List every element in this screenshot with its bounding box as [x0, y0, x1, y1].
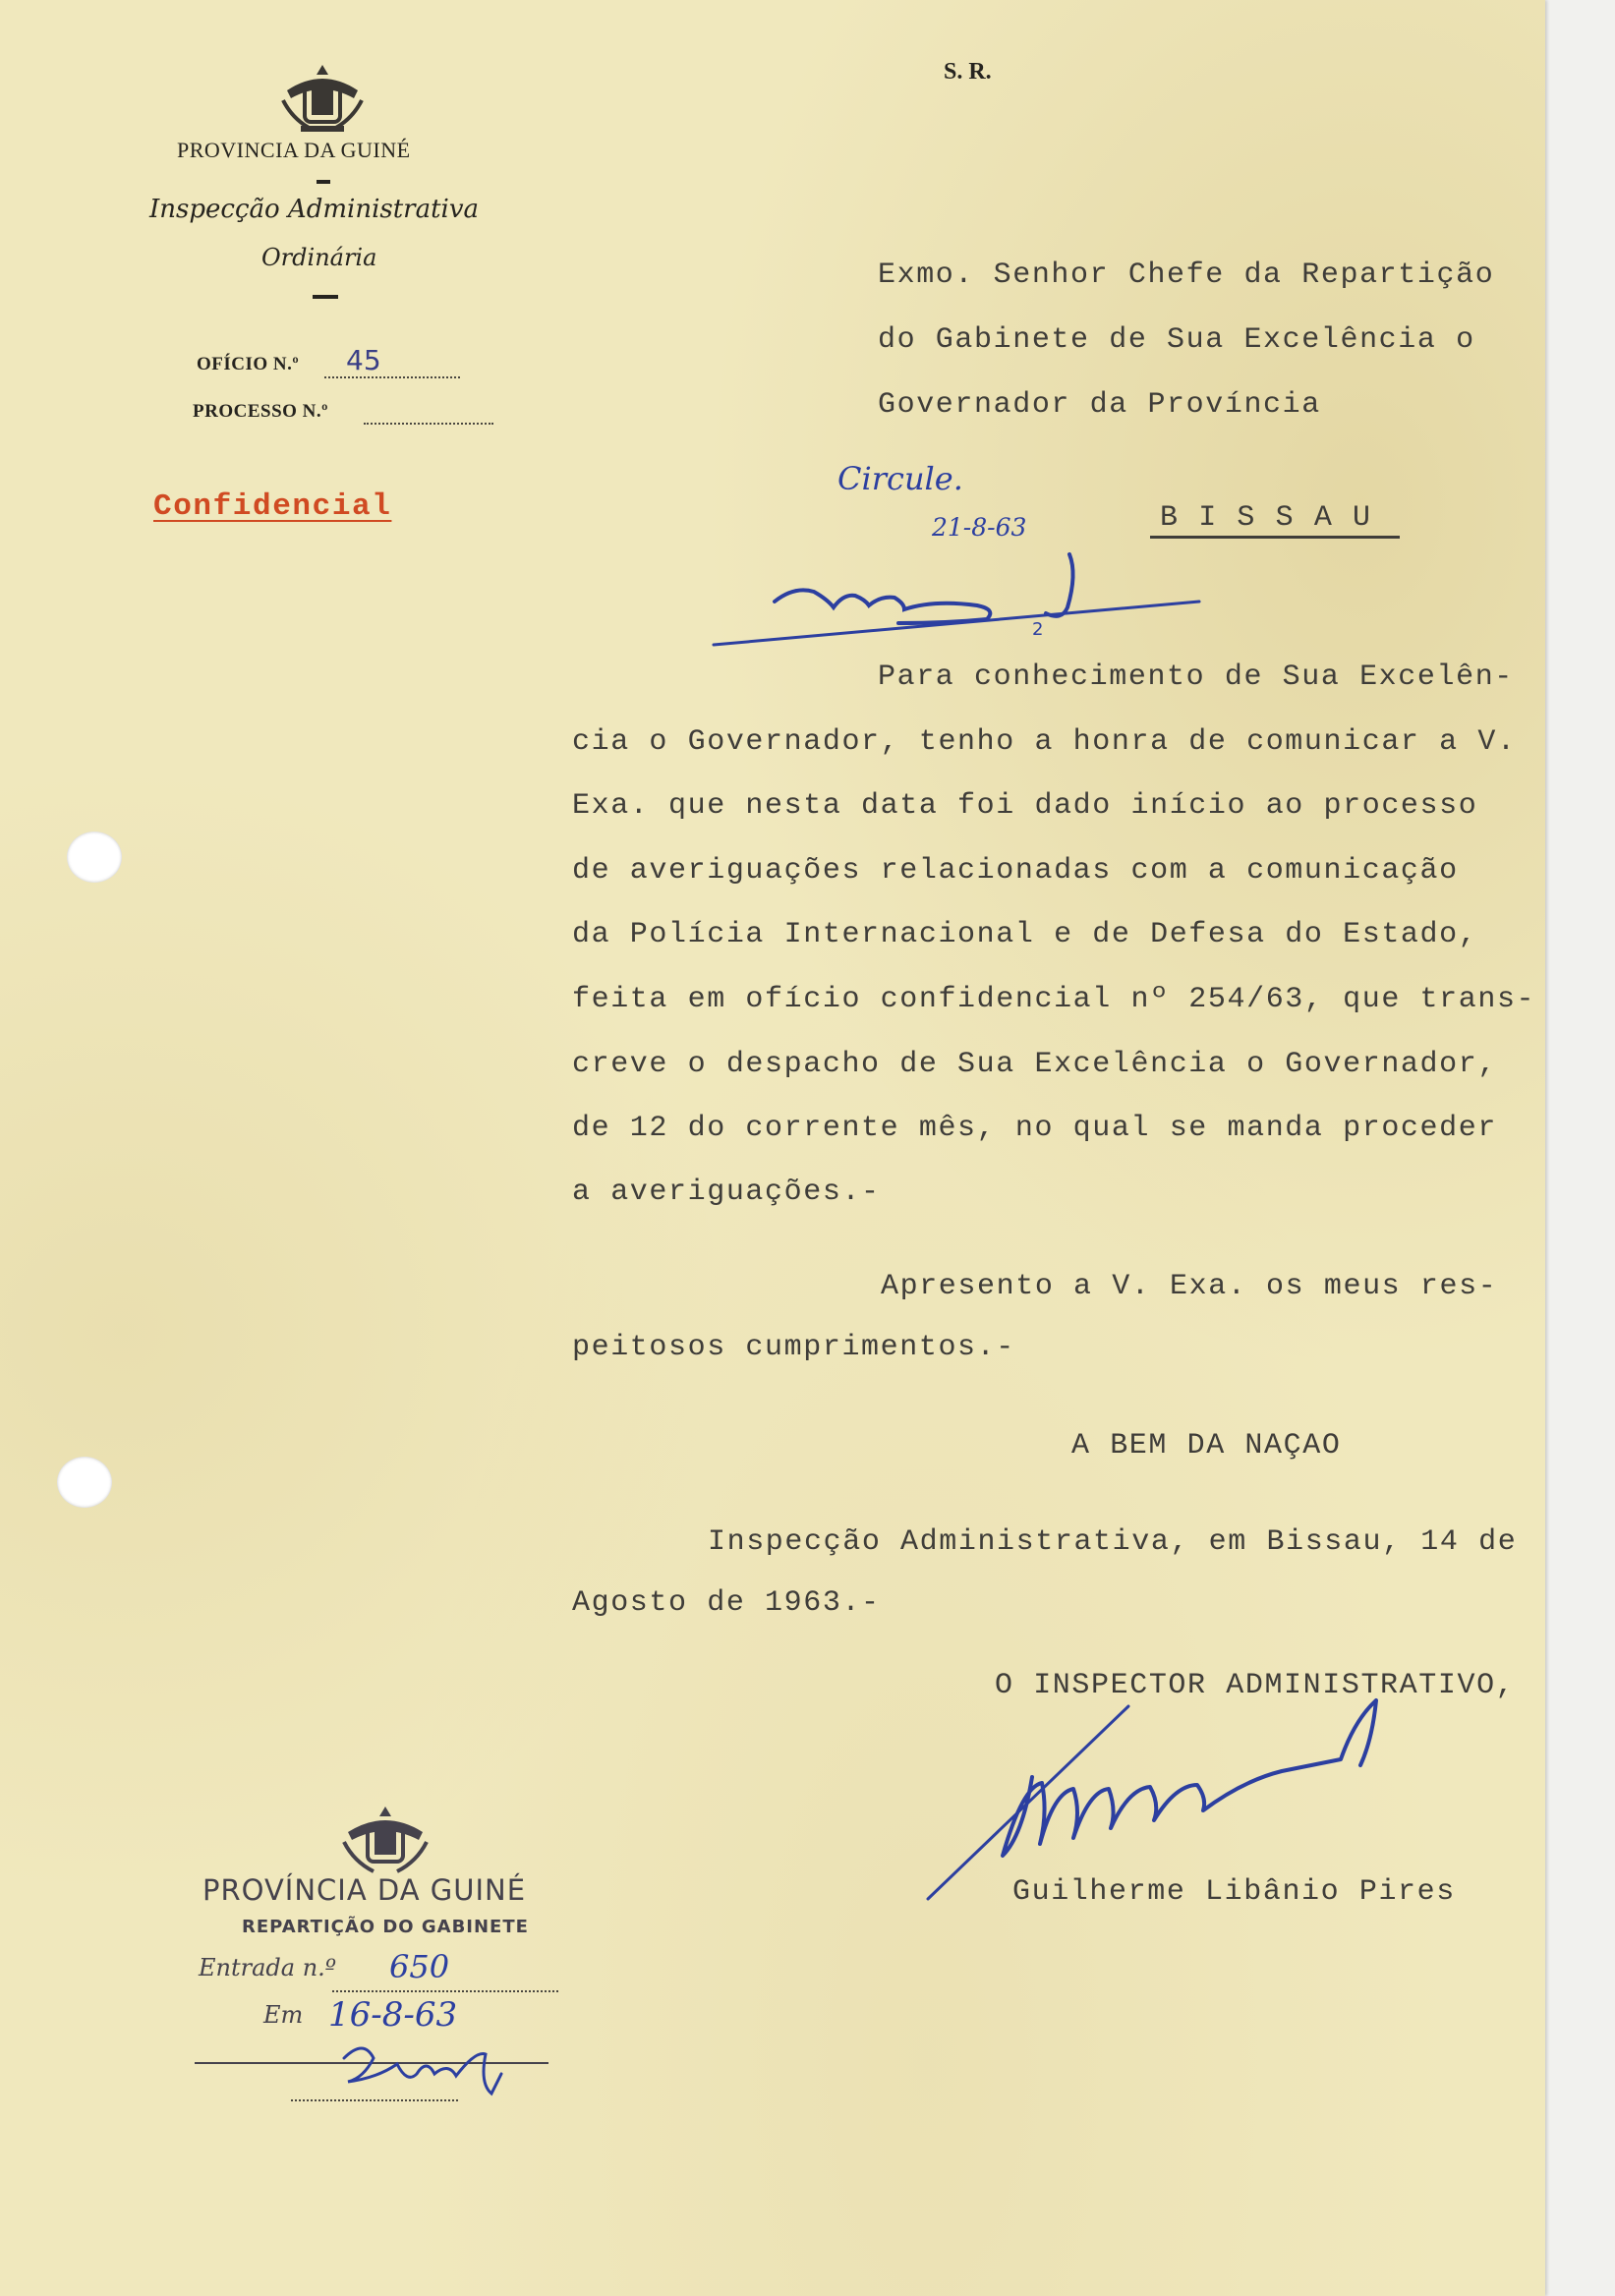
body-line-5: da Polícia Internacional e de Defesa do Estado, [572, 918, 1478, 951]
signatory-title: O INSPECTOR ADMINISTRATIVO, [995, 1669, 1516, 1702]
punch-hole-top [67, 832, 122, 883]
body-line-3: Exa. que nesta data foi dado início ao processo [572, 789, 1478, 823]
motto: A BEM DA NAÇAO [1071, 1429, 1342, 1463]
annotation-date: 21-8-63 [932, 513, 1027, 542]
closing-line-1: Inspecção Administrativa, em Bissau, 14 de [708, 1525, 1518, 1559]
stamp-entrada-line [332, 1990, 558, 1992]
oficio-dotted-line [324, 376, 460, 378]
body-line-2: cia o Governador, tenho a honra de comunicar a V. [572, 725, 1517, 759]
body-line-9: a averiguações.- [572, 1176, 881, 1209]
letterhead-province: PROVINCIA DA GUINÉ [177, 138, 411, 162]
processo-dotted-line [364, 423, 493, 425]
annotation-number: 2 [1032, 619, 1044, 640]
stamp-em-date: 16-8-63 [328, 1995, 458, 2035]
punch-hole-bottom [57, 1457, 112, 1508]
body-line-4: de averiguações relacionadas com a comunicação [572, 854, 1459, 888]
letterhead-department-sub: Ordinária [261, 244, 377, 271]
body-line-8: de 12 do corrente mês, no qual se manda proceder [572, 1112, 1497, 1145]
signatory-name: Guilherme Libânio Pires [1012, 1875, 1456, 1909]
processo-label: PROCESSO N.º [193, 401, 328, 422]
recipient-city-underline [1150, 536, 1400, 539]
handwritten-signature [914, 1671, 1543, 1907]
body-line-1: Para conhecimento de Sua Excelên- [878, 660, 1514, 694]
letterhead-divider-2 [313, 295, 338, 299]
stamp-province: PROVÍNCIA DA GUINÉ [202, 1873, 527, 1907]
stamp-entrada-label: Entrada n.º [199, 1954, 337, 1981]
recipient-line-3: Governador da Província [878, 388, 1321, 422]
stamp-office: REPARTIÇÃO DO GABINETE [242, 1917, 529, 1937]
letterhead-department: Inspecção Administrativa [149, 195, 480, 224]
oficio-number: 45 [346, 344, 381, 376]
stamp-em-label: Em [263, 2001, 304, 2029]
annotation-note: Circule. [837, 460, 963, 497]
oficio-label: OFÍCIO N.º [197, 354, 300, 374]
body-line-11: peitosos cumprimentos.- [572, 1331, 1015, 1364]
recipient-city: B I S S A U [1160, 501, 1372, 535]
stamp-initials-scribble [324, 2029, 560, 2107]
letterhead-divider [317, 180, 330, 184]
annotation-initials-scribble [708, 550, 1209, 659]
stamp-bottom-line [291, 2099, 458, 2101]
closing-line-2: Agosto de 1963.- [572, 1586, 881, 1620]
recipient-line-2: do Gabinete de Sua Excelência o [878, 323, 1475, 357]
stamp-entrada-number: 650 [389, 1948, 450, 1985]
classification-mark: S. R. [944, 59, 992, 85]
coat-of-arms-icon [277, 61, 368, 136]
confidential-label: Confidencial [153, 489, 392, 524]
recipient-line-1: Exmo. Senhor Chefe da Repartição [878, 258, 1495, 292]
body-line-10: Apresento a V. Exa. os meus res- [881, 1270, 1498, 1303]
body-line-7: creve o despacho de Sua Excelência o Governador, [572, 1048, 1497, 1081]
body-line-6: feita em ofício confidencial nº 254/63, que trans- [572, 983, 1536, 1016]
stamp-coat-of-arms-icon [338, 1805, 433, 1877]
